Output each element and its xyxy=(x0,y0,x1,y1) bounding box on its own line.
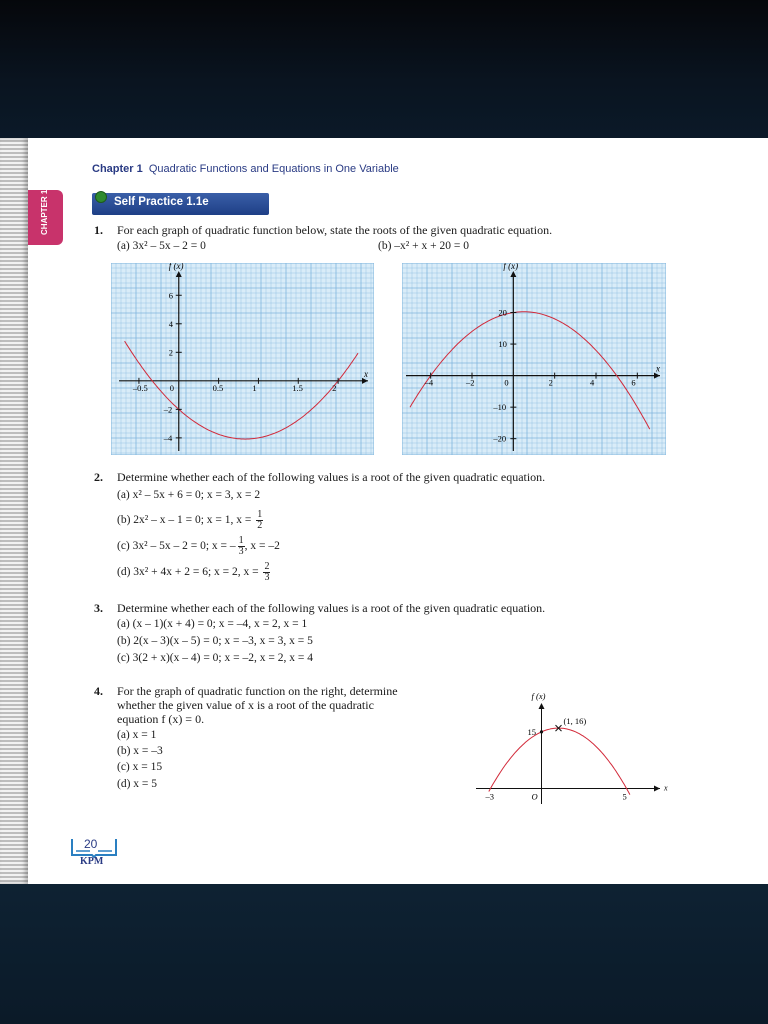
x-axis-label: x xyxy=(364,368,368,379)
y-tick-label: 4 xyxy=(168,318,174,329)
x-tick-label: 2 xyxy=(332,382,337,393)
x-tick-label: –2 xyxy=(466,377,475,388)
q4-part-d: (d) x = 5 xyxy=(117,778,158,790)
y-axis-arrow-icon xyxy=(539,703,545,709)
fraction-numerator: 2 xyxy=(264,561,270,572)
x-tick-label: 1 xyxy=(252,382,257,393)
y-tick-label: –20 xyxy=(493,433,507,444)
y-axis-label: f (x) xyxy=(168,263,184,271)
textbook-page xyxy=(0,138,768,884)
chapter-label: Chapter 1 xyxy=(92,163,143,175)
q3-number: 3. xyxy=(94,601,103,615)
q2-part-d-text: (d) 3x² + 4x + 2 = 6; x = 2, x = xyxy=(117,566,259,579)
q2-text: Determine whether each of the following values is a root of the given quadratic equation. xyxy=(117,470,546,484)
fraction-denominator: 3 xyxy=(238,546,244,557)
x-tick-label: 0.5 xyxy=(212,382,224,393)
graph-q4 xyxy=(472,691,672,806)
x-axis-label: x xyxy=(656,363,660,374)
graph-q1a xyxy=(111,263,374,455)
y-tick-label: 10 xyxy=(498,339,507,350)
q3-text: Determine whether each of the following values is a root of the given quadratic equation. xyxy=(117,601,546,615)
y-tick-label: 2 xyxy=(168,347,174,358)
q4-line3: equation f (x) = 0. xyxy=(117,712,205,726)
y-tick-label: –10 xyxy=(493,402,507,413)
q1-part-a: (a) 3x² – 5x – 2 = 0 xyxy=(117,240,206,252)
q1-part-b: (b) –x² + x + 20 = 0 xyxy=(378,240,469,252)
y-axis-label: f (x) xyxy=(503,263,519,271)
q2-part-a: (a) x² – 5x + 6 = 0; x = 3, x = 2 xyxy=(117,489,261,501)
q4-part-b: (b) x = –3 xyxy=(117,745,163,757)
q4-part-a: (a) x = 1 xyxy=(117,729,157,741)
fraction-denominator: 2 xyxy=(257,520,263,531)
y-tick-label: –2 xyxy=(163,404,173,415)
q2-part-c-fraction xyxy=(238,536,245,557)
page-header xyxy=(92,163,399,175)
origin-label: O xyxy=(531,791,538,802)
fraction-denominator: 3 xyxy=(264,572,270,583)
graph-q1b xyxy=(402,263,666,455)
q4-line2: whether the given value of x is a root of the quadratic xyxy=(117,698,374,712)
x-tick-label: 6 xyxy=(631,377,636,388)
publisher-label: KPM xyxy=(80,856,104,867)
x-tick-label: 0 xyxy=(169,382,175,393)
y-axis-label: f (x) xyxy=(531,691,546,701)
q2-part-c-text: (c) 3x² – 5x – 2 = 0; x = – xyxy=(117,540,236,553)
page-spine xyxy=(0,138,28,884)
q3-part-c: (c) 3(2 + x)(x – 4) = 0; x = –2, x = 2, x = 4 xyxy=(117,652,313,664)
y-intercept-label: 15 xyxy=(527,726,536,737)
x-tick-label: 2 xyxy=(548,377,553,388)
q2-part-d xyxy=(117,562,270,583)
self-practice-title: Self Practice 1.1e xyxy=(114,196,209,208)
x-tick-label: 0 xyxy=(504,377,509,388)
q2-part-b-text: (b) 2x² – x – 1 = 0; x = 1, x = xyxy=(117,514,252,527)
q3-part-a: (a) (x – 1)(x + 4) = 0; x = –4, x = 2, x = 1 xyxy=(117,618,308,630)
y-tick-label: –4 xyxy=(163,432,173,443)
page-number: 20 xyxy=(84,837,98,851)
q2-number: 2. xyxy=(94,470,103,484)
x-tick-label: –0.5 xyxy=(132,382,148,393)
function-curve xyxy=(489,728,630,795)
root-label: 5 xyxy=(622,791,627,802)
x-tick-label: –4 xyxy=(424,377,434,388)
q2-part-c xyxy=(117,536,280,557)
q2-part-c-suffix: , x = –2 xyxy=(244,540,280,553)
q1-number: 1. xyxy=(94,223,103,237)
chapter-side-tab xyxy=(28,190,63,245)
root-label: –3 xyxy=(485,791,494,802)
q1-text: For each graph of quadratic function below, state the roots of the given quadratic equation. xyxy=(117,223,553,237)
q4-number: 4. xyxy=(94,684,103,698)
q4-part-c: (c) x = 15 xyxy=(117,761,163,773)
fraction-numerator: 1 xyxy=(257,509,263,520)
x-axis-arrow-icon xyxy=(654,785,660,791)
q3-part-b: (b) 2(x – 3)(x – 5) = 0; x = –3, x = 3, x = 5 xyxy=(117,635,313,647)
q2-part-b-fraction xyxy=(256,510,263,531)
q2-part-d-fraction xyxy=(263,562,270,583)
grid-background xyxy=(111,263,374,455)
q4-line1: For the graph of quadratic function on the right, determine xyxy=(117,684,398,698)
x-axis-label: x xyxy=(664,783,668,793)
y-intercept-marker xyxy=(540,730,543,733)
pin-icon xyxy=(95,191,107,203)
x-tick-label: 4 xyxy=(590,377,595,388)
chapter-side-tab-label: CHAPTER 1 xyxy=(40,189,49,235)
self-practice-banner xyxy=(92,193,269,215)
max-point-label: (1, 16) xyxy=(563,716,587,727)
q2-part-b xyxy=(117,510,263,531)
y-tick-label: 6 xyxy=(168,290,174,301)
x-tick-label: 1.5 xyxy=(292,382,303,393)
chapter-title: Quadratic Functions and Equations in One Variable xyxy=(148,163,399,175)
fraction-numerator: 1 xyxy=(238,535,244,546)
grid-background xyxy=(402,263,666,455)
y-tick-label: 20 xyxy=(498,307,507,318)
